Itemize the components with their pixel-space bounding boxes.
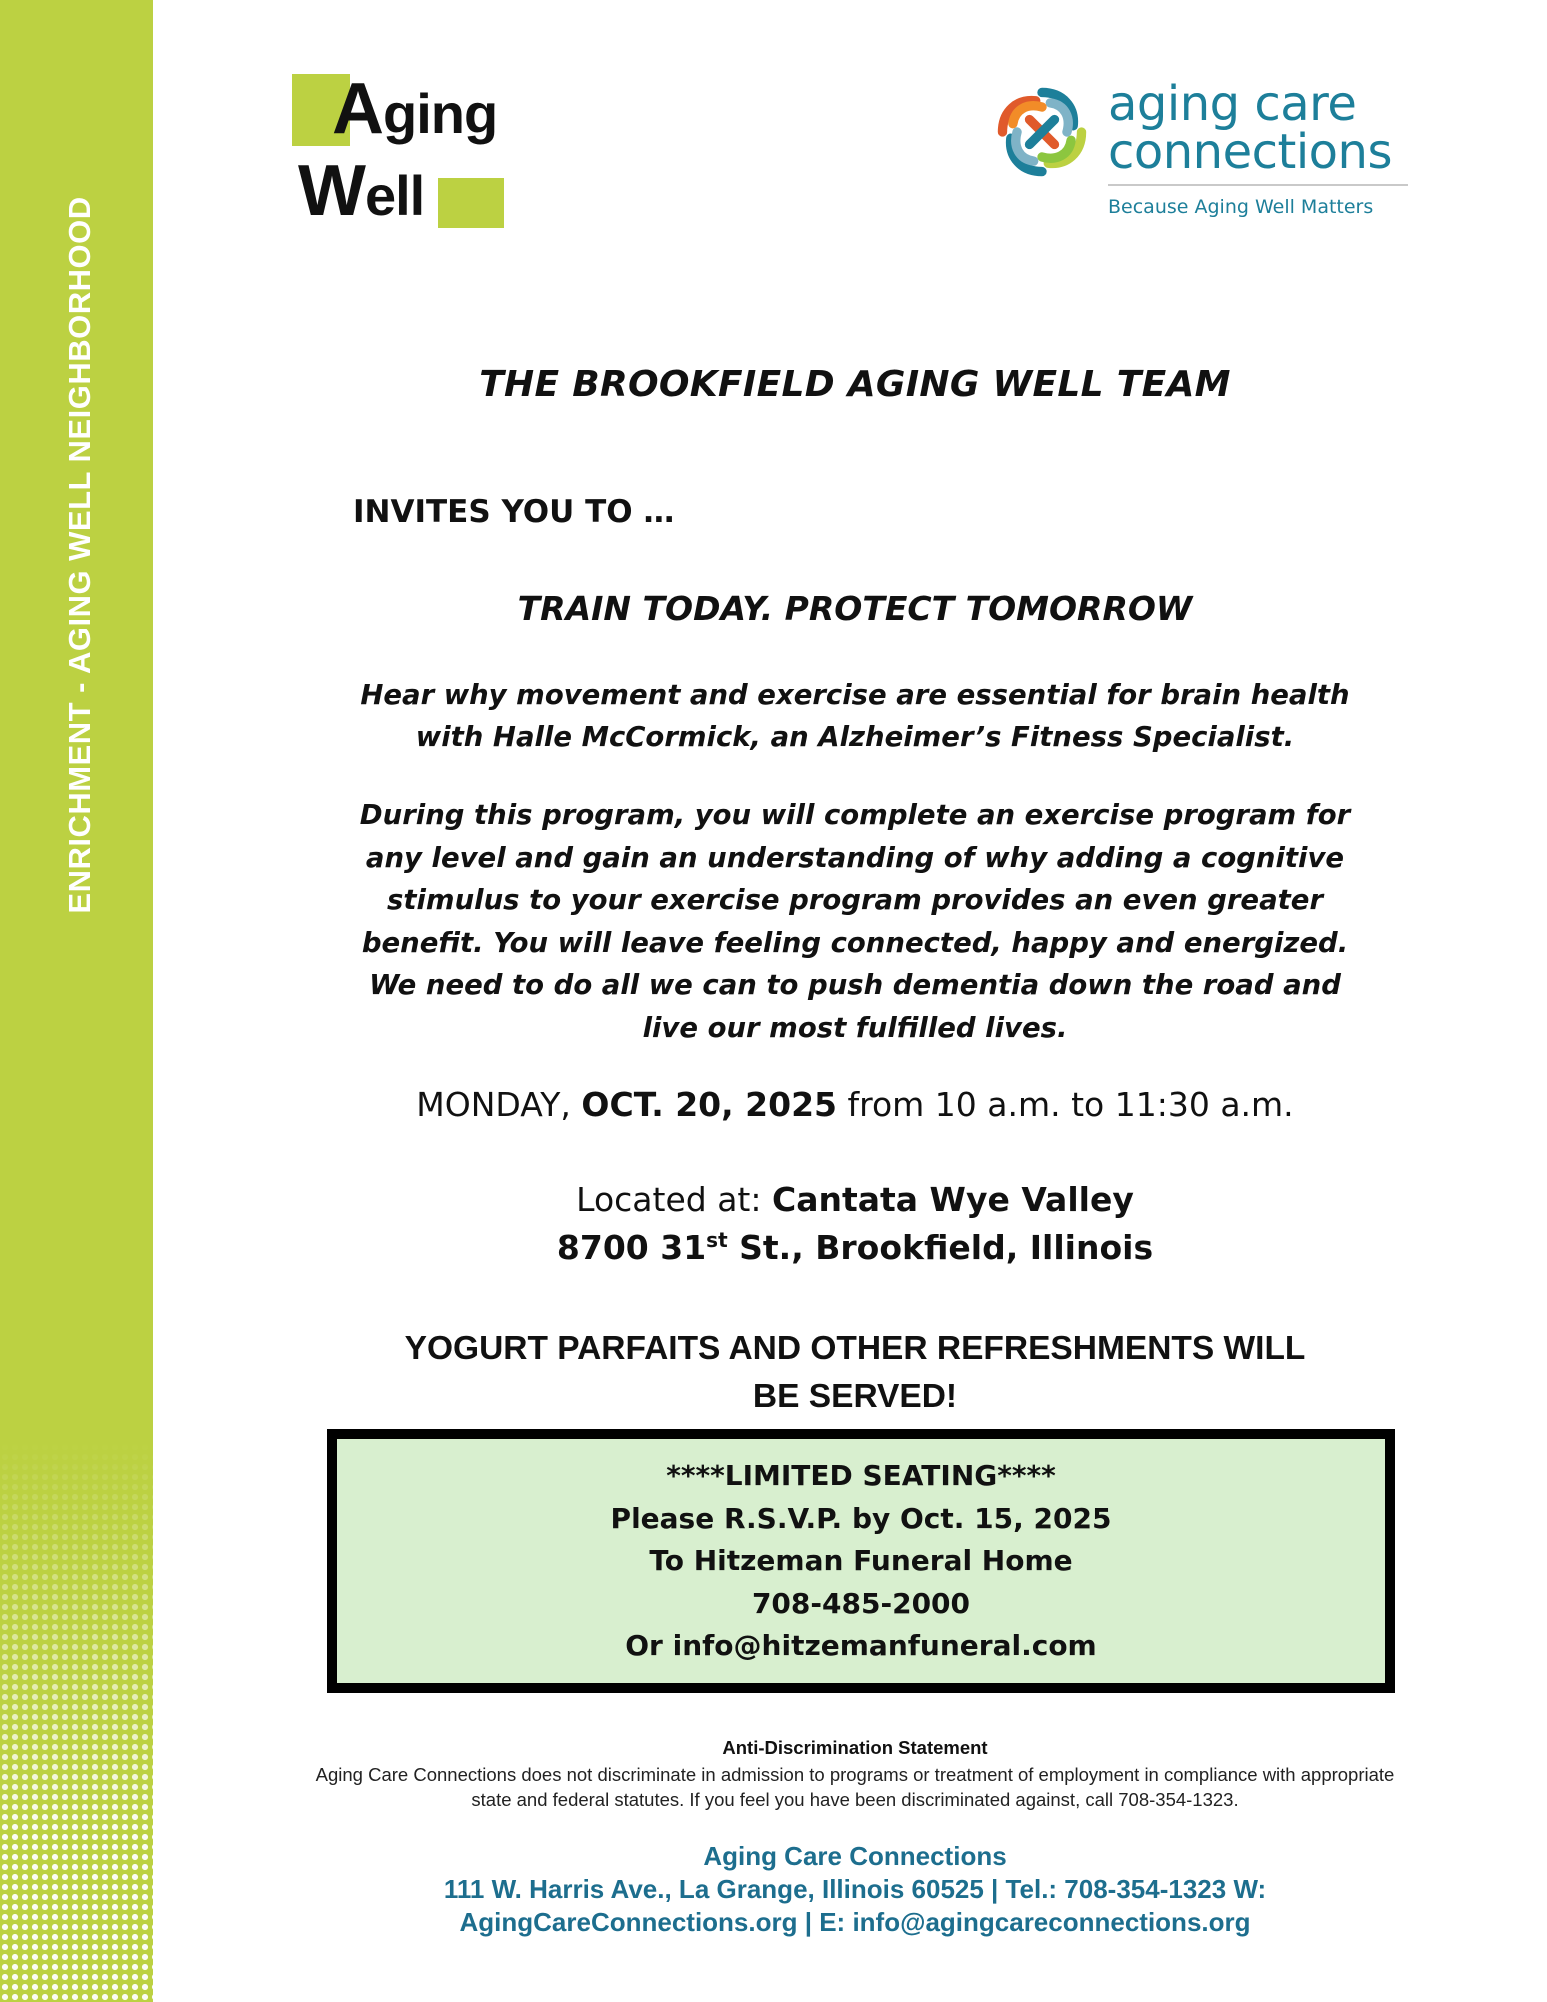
footer-contact <box>260 1840 1450 1939</box>
side-band <box>0 0 153 2002</box>
team-title: THE BROOKFIELD AGING WELL TEAM <box>479 364 1231 405</box>
rsvp-email: Or info@hitzemanfuneral.com <box>625 1629 1097 1662</box>
limited-seating: ****LIMITED SEATING**** <box>666 1459 1056 1492</box>
event-datetime <box>330 1085 1380 1124</box>
event-title: TRAIN TODAY. PROTECT TOMORROW <box>517 589 1193 628</box>
event-description <box>330 794 1380 1049</box>
event-date: OCT. 20, 2025 <box>581 1085 838 1124</box>
intro-line: Hear why movement and exercise are essential for brain health <box>360 679 1350 711</box>
logo-word-well: Well <box>298 151 425 231</box>
brand-name: aging care connections <box>1108 76 1392 180</box>
rsvp-box <box>327 1429 1395 1693</box>
refreshments-note: YOGURT PARFAITS AND OTHER REFRESHMENTS WILL BE SERVED! <box>404 1330 1306 1415</box>
footer-org-name: Aging Care Connections <box>703 1841 1007 1871</box>
logo-word-aging: Aging <box>332 69 498 149</box>
intro-line: with Halle McCormick, an Alzheimer’s Fitness Specialist. <box>415 721 1295 753</box>
brand-divider <box>1108 184 1408 186</box>
description-line: stimulus to your exercise program provides an even greater <box>386 884 1324 916</box>
description-line: benefit. You will leave feeling connected, happy and energized. <box>361 926 1349 959</box>
brand-tagline: Because Aging Well Matters <box>1108 196 1374 218</box>
description-line: We need to do all we can to push dementia down the road and <box>369 969 1341 1001</box>
footer-web-email: AgingCareConnections.org | E: info@agingcareconnections.org <box>459 1907 1251 1937</box>
aging-care-connections-logo <box>990 78 1430 228</box>
invites-heading: INVITES YOU TO … <box>353 494 675 530</box>
statement-body: Aging Care Connections does not discriminate in admission to programs or treatment of employment in compliance with appropriate state and federal statutes. If you feel you have been discriminated against, call 708-354-1323. <box>315 1764 1395 1810</box>
logo-square-bottom <box>438 178 504 228</box>
woven-knot-icon <box>990 80 1094 184</box>
venue-name: Cantata Wye Valley <box>771 1180 1134 1219</box>
event-time: from 10 a.m. to 11:30 a.m. <box>847 1085 1294 1124</box>
description-line: During this program, you will complete an exercise program for <box>359 799 1351 831</box>
rsvp-phone: 708-485-2000 <box>751 1586 971 1620</box>
description-line: any level and gain an understanding of why adding a cognitive <box>365 841 1345 874</box>
description-line: live our most fulfilled lives. <box>642 1011 1068 1044</box>
event-location <box>330 1176 1380 1272</box>
event-intro <box>330 674 1380 758</box>
aging-well-logo <box>292 69 512 234</box>
rsvp-deadline: Please R.S.V.P. by Oct. 15, 2025 <box>610 1501 1112 1535</box>
side-band-label: ENRICHMENT - AGING WELL NEIGHBORHOOD <box>62 196 97 914</box>
footer-address: 111 W. Harris Ave., La Grange, Illinois 60525 | Tel.: 708-354-1323 W: <box>443 1874 1267 1904</box>
location-label: Located at: <box>576 1180 762 1219</box>
venue-address: 8700 31st St., Brookfield, Illinois <box>556 1228 1154 1267</box>
rsvp-contact-name: To Hitzeman Funeral Home <box>649 1544 1073 1577</box>
halftone-pattern <box>0 1442 153 2002</box>
event-day: MONDAY, <box>416 1085 571 1124</box>
statement-title: Anti-Discrimination Statement <box>722 1737 988 1758</box>
